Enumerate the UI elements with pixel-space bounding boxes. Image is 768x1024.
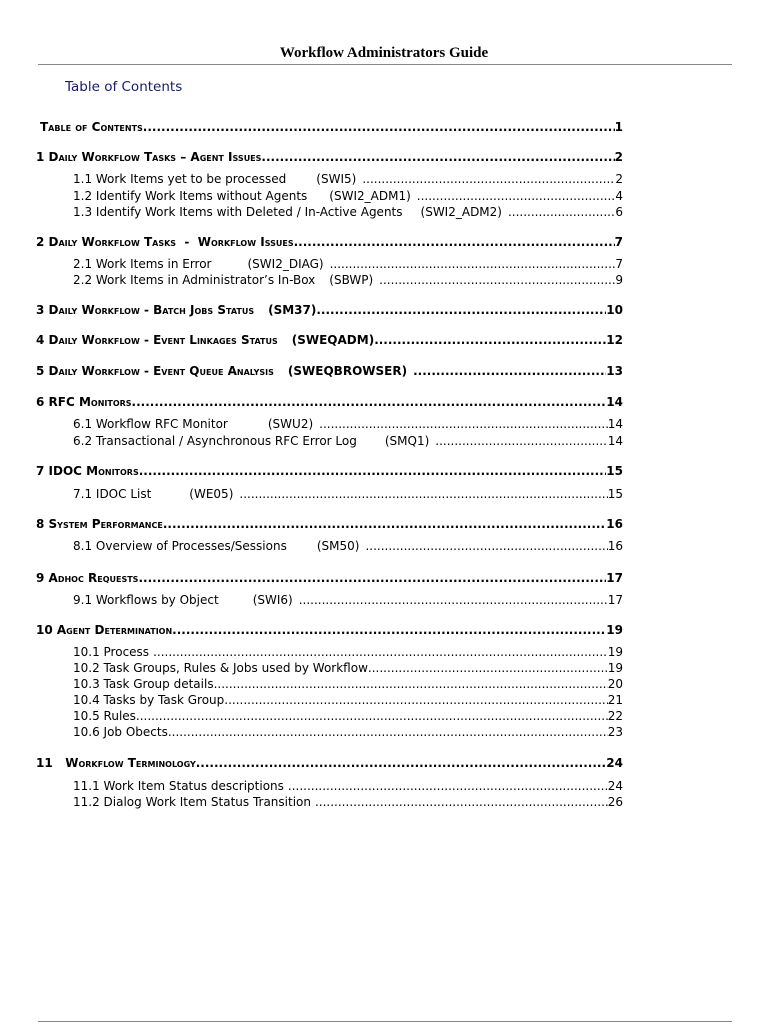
dot-leader bbox=[168, 724, 608, 740]
toc-entry-text: 5 Daily Workflow - Event Queue Analysis bbox=[36, 364, 274, 378]
toc-entry[interactable] bbox=[73, 794, 623, 810]
toc-entry-text: 7 IDOC Monitors bbox=[36, 464, 139, 478]
toc-entry-page: 17 bbox=[607, 593, 623, 607]
toc-entry-text: 10.2 Task Groups, Rules & Jobs used by Workflow bbox=[73, 661, 368, 675]
toc-entry-text: 2 Daily Workflow Tasks - Workflow Issues bbox=[36, 235, 294, 249]
toc-entry-code: (SWI2_ADM2) bbox=[420, 205, 502, 219]
dot-leader bbox=[224, 692, 607, 708]
dot-leader bbox=[138, 570, 606, 586]
toc-entry-page: 16 bbox=[607, 539, 623, 553]
dot-leader bbox=[261, 149, 614, 165]
dot-leader bbox=[239, 486, 607, 502]
toc-entry-text: 2.1 Work Items in Error bbox=[73, 257, 212, 271]
toc-entry[interactable] bbox=[73, 660, 623, 676]
toc-entry-text: 9 Adhoc Requests bbox=[36, 571, 139, 585]
toc-entry-page: 1 bbox=[614, 120, 623, 134]
toc-entry-page: 14 bbox=[607, 434, 623, 448]
toc-entry-text: 10 Agent Determination bbox=[36, 623, 173, 637]
toc-entry-page: 23 bbox=[607, 725, 623, 739]
toc-entry-page: 10 bbox=[606, 303, 623, 317]
toc-entry-page: 2 bbox=[615, 172, 623, 186]
toc-entry-page: 26 bbox=[607, 795, 623, 809]
toc-entry-page: 12 bbox=[606, 333, 623, 347]
dot-leader bbox=[132, 394, 607, 410]
toc-entry-page: 14 bbox=[607, 417, 623, 431]
toc-entry[interactable] bbox=[73, 692, 623, 708]
toc-entry-page: 20 bbox=[607, 677, 623, 691]
toc-entry[interactable] bbox=[73, 724, 623, 740]
toc-entry-code: (SM37) bbox=[268, 303, 317, 317]
toc-entry[interactable] bbox=[73, 708, 623, 724]
toc-entry-page: 19 bbox=[606, 623, 623, 637]
toc-entry[interactable] bbox=[36, 234, 623, 250]
toc-entry-page: 24 bbox=[607, 779, 623, 793]
toc-entry-text: 1.3 Identify Work Items with Deleted / In-Active Agents bbox=[73, 205, 403, 219]
toc-entry-text: 10.6 Job Obects bbox=[73, 725, 168, 739]
toc-entry-code: (SWI2_DIAG) bbox=[247, 257, 324, 271]
toc-heading: Table of Contents bbox=[65, 79, 183, 95]
toc-entry-code: (SWEQADM) bbox=[291, 333, 375, 347]
toc-entry-page: 15 bbox=[607, 487, 623, 501]
toc-entry[interactable] bbox=[73, 204, 623, 220]
dot-leader bbox=[508, 204, 615, 220]
toc-entry[interactable] bbox=[36, 302, 623, 318]
dot-leader bbox=[417, 188, 616, 204]
toc-entry-page: 15 bbox=[606, 464, 623, 478]
toc-entry-code: (SWEQBROWSER) bbox=[287, 364, 408, 378]
toc-entry-text: 2.2 Work Items in Administrator’s In-Box bbox=[73, 273, 316, 287]
toc-entry-text: 11.1 Work Item Status descriptions bbox=[73, 779, 284, 793]
toc-entry-text: 10.4 Tasks by Task Group bbox=[73, 693, 225, 707]
toc-entry-text: 1.2 Identify Work Items without Agents bbox=[73, 189, 308, 203]
toc-entry[interactable] bbox=[73, 538, 623, 554]
toc-entry[interactable] bbox=[73, 486, 623, 502]
toc-entry-code: (SBWP) bbox=[329, 273, 374, 287]
toc-entry-page: 19 bbox=[607, 661, 623, 675]
toc-entry-page: 19 bbox=[607, 645, 623, 659]
dot-leader bbox=[153, 644, 608, 660]
toc-entry-text: 11 Workflow Terminology bbox=[36, 756, 196, 770]
dot-leader bbox=[143, 119, 615, 135]
toc-entry-text: 11.2 Dialog Work Item Status Transition bbox=[73, 795, 311, 809]
toc-entry-page: 22 bbox=[607, 709, 623, 723]
toc-entry-page: 7 bbox=[615, 257, 623, 271]
dot-leader bbox=[379, 272, 615, 288]
toc-entry-text: 6.2 Transactional / Asynchronous RFC Error Log bbox=[73, 434, 357, 448]
dot-leader bbox=[214, 676, 608, 692]
document-header-title: Workflow Administrators Guide bbox=[279, 45, 489, 61]
dot-leader bbox=[374, 332, 606, 348]
toc-entry[interactable] bbox=[73, 433, 623, 449]
dot-leader bbox=[330, 256, 616, 272]
toc-entry-text: 4 Daily Workflow - Event Linkages Status bbox=[36, 333, 278, 347]
toc-entry-page: 2 bbox=[614, 150, 623, 164]
toc-entry-text: 9.1 Workflows by Object bbox=[73, 593, 219, 607]
footer-rule bbox=[38, 1021, 732, 1022]
toc-entry[interactable] bbox=[36, 755, 623, 771]
toc-entry[interactable] bbox=[73, 416, 623, 432]
dot-leader bbox=[368, 660, 608, 676]
toc-entry[interactable] bbox=[73, 676, 623, 692]
toc-entry[interactable] bbox=[36, 394, 623, 410]
toc-entry-text: 1.1 Work Items yet to be processed bbox=[73, 172, 287, 186]
toc-entry-text: 6 RFC Monitors bbox=[36, 395, 132, 409]
dot-leader bbox=[299, 592, 608, 608]
dot-leader bbox=[316, 302, 606, 318]
toc-entry[interactable] bbox=[36, 622, 623, 638]
toc-entry[interactable] bbox=[36, 463, 623, 479]
toc-entry[interactable] bbox=[73, 188, 623, 204]
toc-entry-code: (WE05) bbox=[189, 487, 234, 501]
toc-entry[interactable] bbox=[40, 119, 623, 135]
toc-entry-text: 10.3 Task Group details bbox=[73, 677, 214, 691]
dot-leader bbox=[315, 794, 608, 810]
toc-entry-code: (SWI6) bbox=[252, 593, 293, 607]
dot-leader bbox=[365, 538, 607, 554]
toc-entry[interactable] bbox=[36, 332, 623, 348]
toc-entry-page: 14 bbox=[606, 395, 623, 409]
toc-entry-code: (SWI5) bbox=[316, 172, 357, 186]
dot-leader bbox=[435, 433, 607, 449]
dot-leader bbox=[413, 363, 606, 379]
toc-entry-page: 21 bbox=[607, 693, 623, 707]
dot-leader bbox=[172, 622, 606, 638]
toc-entry-page: 17 bbox=[606, 571, 623, 585]
toc-entry[interactable] bbox=[36, 570, 623, 586]
toc-entry-page: 13 bbox=[606, 364, 623, 378]
toc-entry-page: 6 bbox=[615, 205, 623, 219]
dot-leader bbox=[294, 234, 615, 250]
toc-entry-page: 9 bbox=[615, 273, 623, 287]
toc-entry-text: 8 System Performance bbox=[36, 517, 163, 531]
toc-entry-code: (SWU2) bbox=[267, 417, 314, 431]
dot-leader bbox=[288, 778, 608, 794]
header-rule bbox=[38, 64, 732, 65]
dot-leader bbox=[319, 416, 608, 432]
toc-entry-text: 10.1 Process bbox=[73, 645, 150, 659]
toc-entry-text: 8.1 Overview of Processes/Sessions bbox=[73, 539, 287, 553]
toc-entry-text: 6.1 Workflow RFC Monitor bbox=[73, 417, 228, 431]
toc-entry-page: 7 bbox=[614, 235, 623, 249]
dot-leader bbox=[136, 708, 608, 724]
toc-entry-text: 10.5 Rules bbox=[73, 709, 136, 723]
toc-entry-text: 7.1 IDOC List bbox=[73, 487, 152, 501]
toc-entry-code: (SMQ1) bbox=[384, 434, 430, 448]
dot-leader bbox=[139, 463, 607, 479]
dot-leader bbox=[163, 516, 606, 532]
toc-entry-code: (SWI2_ADM1) bbox=[329, 189, 411, 203]
toc-entry[interactable] bbox=[73, 592, 623, 608]
toc-entry-page: 16 bbox=[606, 517, 623, 531]
toc-entry-text: 1 Daily Workflow Tasks – Agent Issues bbox=[36, 150, 262, 164]
toc-entry[interactable] bbox=[73, 256, 623, 272]
toc-entry-code: (SM50) bbox=[316, 539, 360, 553]
toc-entry[interactable] bbox=[73, 778, 623, 794]
toc-entry[interactable] bbox=[73, 644, 623, 660]
toc-entry[interactable] bbox=[73, 272, 623, 288]
toc-entry-page: 24 bbox=[606, 756, 623, 770]
dot-leader bbox=[362, 171, 615, 187]
dot-leader bbox=[196, 755, 607, 771]
toc-entry[interactable] bbox=[36, 516, 623, 532]
toc-entry-page: 4 bbox=[615, 189, 623, 203]
toc-entry-text: 3 Daily Workflow - Batch Jobs Status bbox=[36, 303, 255, 317]
toc-entry[interactable] bbox=[36, 149, 623, 165]
toc-entry[interactable] bbox=[73, 171, 623, 187]
toc-entry[interactable] bbox=[36, 363, 623, 379]
toc-entry-text: Table of Contents bbox=[40, 120, 143, 134]
